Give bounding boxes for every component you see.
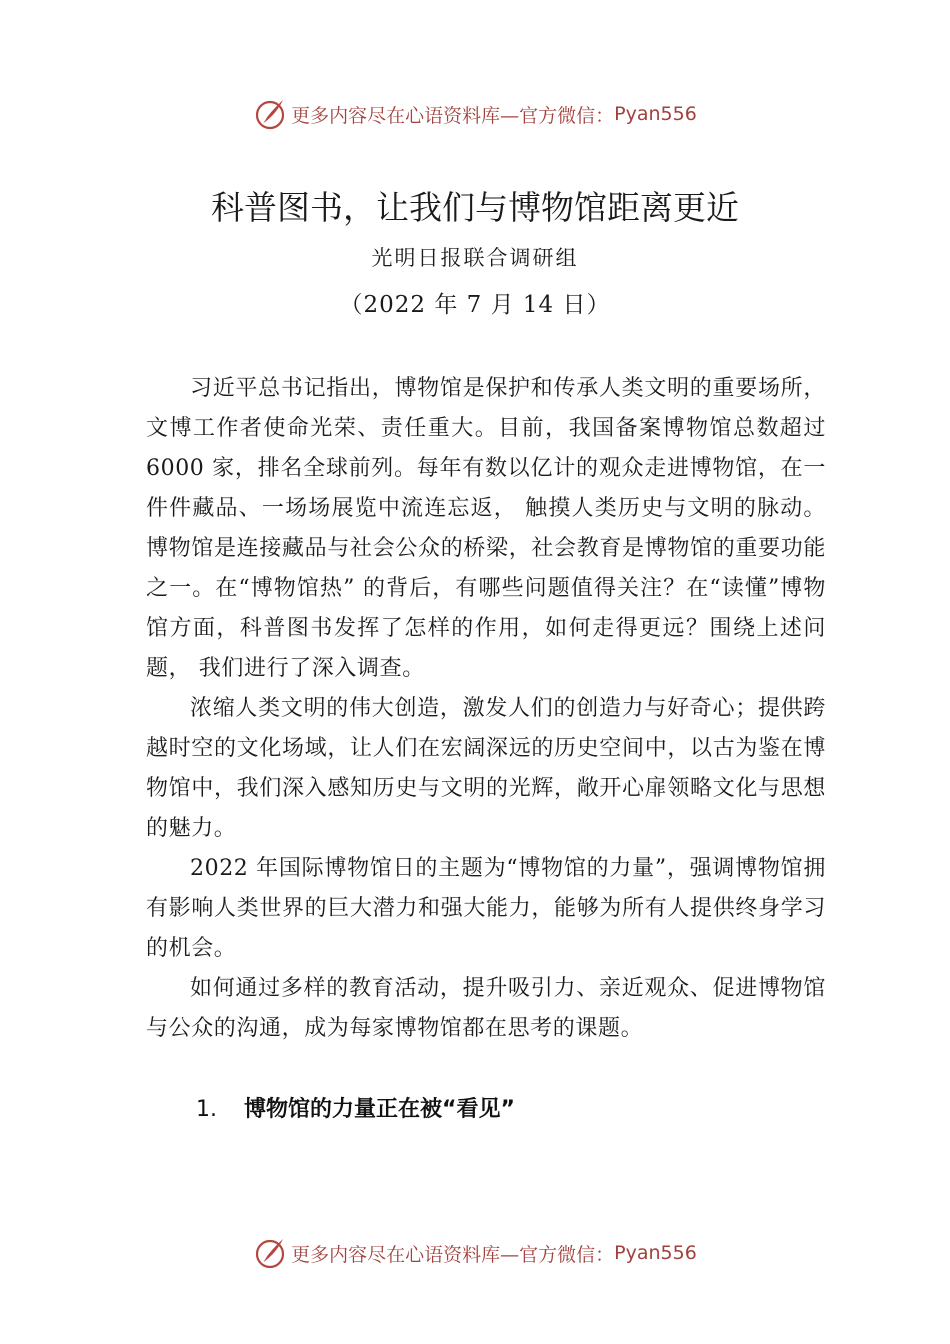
section-number: 1. [196,1097,217,1122]
footer-watermark [0,1233,950,1273]
watermark-wechat-id: Pyan556 [614,103,697,125]
section-heading-text: 博物馆的力量正在被“看见” [244,1097,515,1122]
quill-logo-icon [253,97,287,131]
watermark-text: 更多内容尽在心语资料库—官方微信： [291,104,615,127]
paragraph-4: 如何通过多样的教育活动，提升吸引力、亲近观众、促进博物馆与公众的沟通，成为每家博物馆都在思考的课题。 [146,976,826,1041]
paragraph-3: 2022 年国际博物馆日的主题为“博物馆的力量”，强调博物馆拥有影响人类世界的巨大潜力和强大能力，能够为所有人提供终身学习的机会。 [146,856,826,961]
quill-logo-icon [253,1236,287,1270]
watermark-wechat-id: Pyan556 [614,1242,697,1264]
watermark-text: 更多内容尽在心语资料库—官方微信： [291,1243,615,1266]
header-watermark [0,94,950,134]
paragraph-2: 浓缩人类文明的伟大创造，激发人们的创造力与好奇心；提供跨越时空的文化场域，让人们在宏阔深远的历史空间中，以古为鉴在博物馆中，我们深入感知历史与文明的光辉，敞开心扉领略文化与思想的魅力。 [146,696,826,841]
document-date: （2022 年 7 月 14 日） [339,292,611,318]
document-title: 科普图书，让我们与博物馆距离更近 [211,188,739,227]
section-heading [196,1090,515,1130]
document-author: 光明日报联合调研组 [371,246,579,270]
article-body [146,369,826,1049]
paragraph-1: 习近平总书记指出，博物馆是保护和传承人类文明的重要场所，文博工作者使命光荣、责任重大。目前，我国备案博物馆总数超过 6000 家，排名全球前列。每年有数以亿计的观众走进博物馆，在一件件藏品、一场场展览中流连忘返， 触摸人类历史与文明的脉动。博物馆是连接藏品与社会公众的桥梁，社会教育是博物馆的重要功能之一。在“博物馆热” 的背后，有哪些问题值得关注？在“读懂”博物馆方面，科普图书发挥了怎样的作用，如何走得更远？围绕上述问题， 我们进行了深入调查。 [146,376,826,681]
